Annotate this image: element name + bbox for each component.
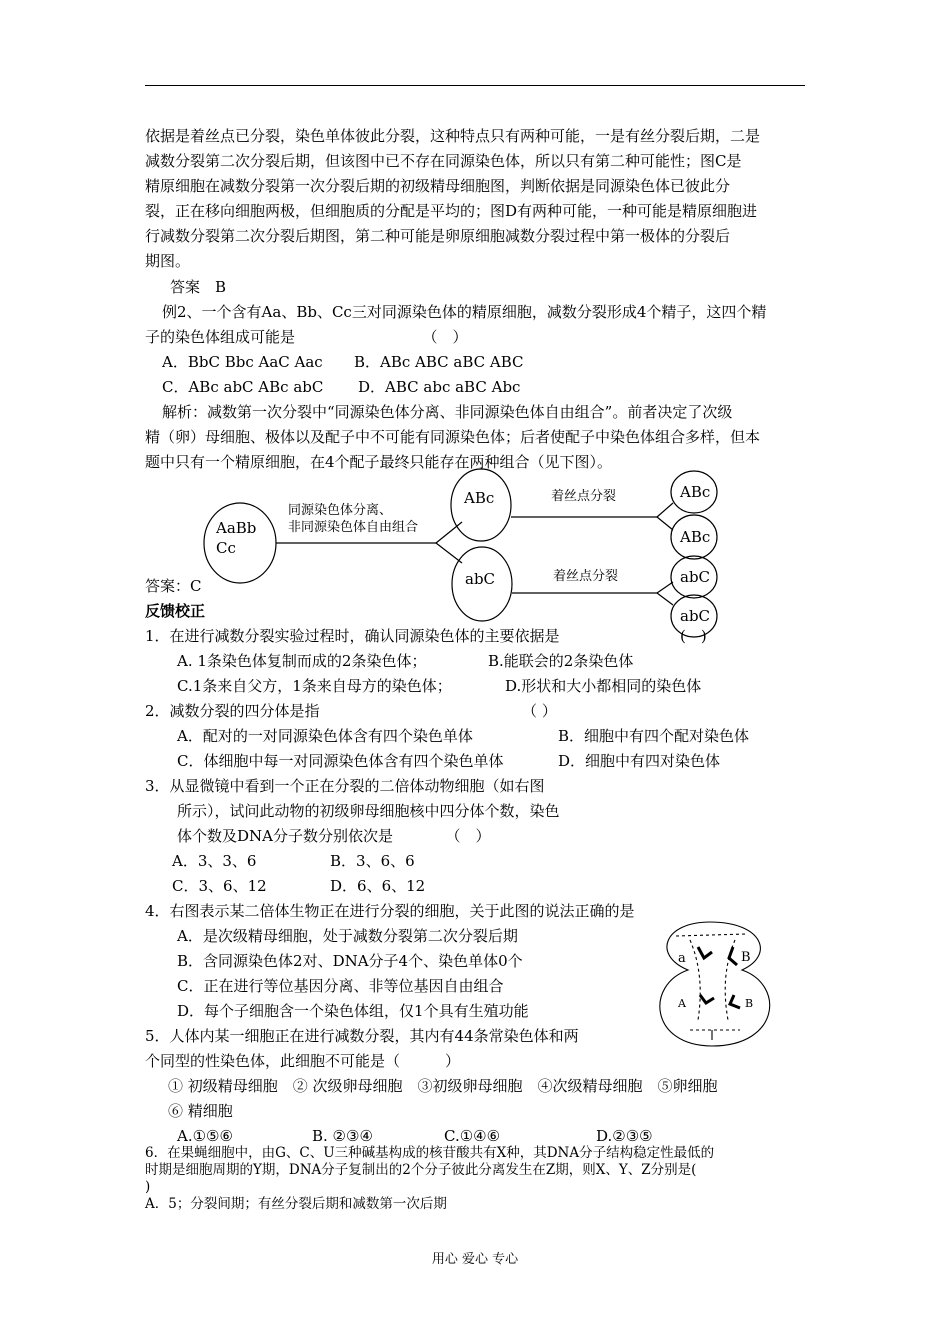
q1-paren: ( ) <box>680 627 707 645</box>
q4-option-d: D．每个子细胞含一个染色体组，仅1个具有生殖功能 <box>177 1002 529 1020</box>
q3-stem: 3．从显微镜中看到一个正在分裂的二倍体动物细胞（如右图 <box>145 777 545 795</box>
q5-choices: ⑥ 精细胞 <box>168 1102 233 1120</box>
figure-label-a: a <box>678 951 686 966</box>
q5-option-b: B. ②③④ <box>312 1127 373 1145</box>
connector-line <box>436 543 462 563</box>
answer-2: 答案：C <box>145 577 202 595</box>
q6-stem: 6．在果蝇细胞中，由G、C、U三种碱基构成的核苷酸共有X种，其DNA分子结构稳定性最低的 <box>145 1145 715 1161</box>
q3-option-c: C．3、6、12 <box>172 877 267 895</box>
answer-1: 答案 B <box>170 278 227 296</box>
q3-stem: 体个数及DNA分子数分别依次是 （ ） <box>177 827 491 845</box>
chromosome <box>700 995 714 1003</box>
q2-option-c: C．体细胞中每一对同源染色体含有四个染色单体 <box>177 752 504 770</box>
split-label: 着丝点分裂 <box>551 489 617 504</box>
analysis-line: 解析：减数第一次分裂中“同源染色体分离、非同源染色体自由组合”。前者决定了次级 <box>162 403 733 421</box>
para1-line: 裂，正在移向细胞两极，但细胞质的分配是平均的；图D有两种可能，一种可能是精原细胞进 <box>145 202 758 220</box>
gamete-label: abC <box>680 607 711 625</box>
parent-label: Cc <box>216 539 236 557</box>
q5-stem: 5．人体内某一细胞正在进行减数分裂，其内有44条常染色体和两 <box>145 1027 579 1045</box>
example2-option-d: D．ABC abc aBC Abc <box>358 378 521 396</box>
cell-outline <box>660 922 770 1046</box>
q6-stem: ) <box>145 1179 151 1195</box>
q2-option-a: A．配对的一对同源染色体含有四个染色单体 <box>177 727 473 745</box>
spindle-fiber <box>676 934 746 936</box>
q2-stem: 2．减数分裂的四分体是指 （ ） <box>145 702 557 720</box>
split-label: 着丝点分裂 <box>553 569 619 584</box>
figure-label-A: A <box>678 997 686 1010</box>
para1-line: 减数分裂第二次分裂后期，但该图中已不存在同源染色体，所以只有第二种可能性；图C是 <box>145 152 742 170</box>
example2-option-a: A．BbC Bbc AaC Aac <box>162 353 323 371</box>
figure-label-B: B <box>745 997 754 1010</box>
page-footer: 用心 爱心 专心 <box>431 1252 519 1267</box>
q3-option-a: A．3、3、6 <box>172 852 257 870</box>
example2-option-c: C．ABc abC ABc abC <box>162 378 324 396</box>
parent-cell-circle <box>204 503 276 583</box>
q1-option-b: B.能联会的2条染色体 <box>488 652 634 670</box>
q1-option-d: D.形状和大小都相同的染色体 <box>505 677 702 695</box>
connector-line <box>657 593 673 605</box>
q3-stem: 所示），试问此动物的初级卵母细胞核中四分体个数，染色 <box>177 802 560 820</box>
q3-option-b: B．3、6、6 <box>330 852 415 870</box>
para1-line: 依据是着丝点已分裂，染色单体彼此分裂，这种特点只有两种可能，一是有丝分裂后期，二是 <box>145 127 761 145</box>
secondary-bottom-label: abC <box>465 570 496 588</box>
connector-line <box>657 517 673 530</box>
connector-line <box>657 503 673 517</box>
division-label: 非同源染色体自由组合 <box>288 520 419 535</box>
division-label: 同源染色体分离、 <box>288 503 393 518</box>
chromosome <box>729 947 737 965</box>
q3-option-d: D．6、6、12 <box>330 877 426 895</box>
section-title: 反馈校正 <box>145 602 206 620</box>
connector-line <box>657 582 673 593</box>
q2-option-b: B．细胞中有四个配对染色体 <box>558 727 750 745</box>
q5-stem: 个同型的性染色体，此细胞不可能是（ ） <box>145 1052 461 1070</box>
gamete-label: ABc <box>680 483 711 501</box>
para1-line: 期图。 <box>145 252 191 270</box>
para1-line: 精原细胞在减数分裂第一次分裂后期的初级精母细胞图，判断依据是同源染色体已彼此分 <box>145 177 731 195</box>
chromosome <box>730 995 740 1008</box>
figure-label-B: B <box>741 950 751 965</box>
q4-option-c: C．正在进行等位基因分离、非等位基因自由组合 <box>177 977 504 995</box>
example2-stem: 子的染色体组成可能是 （ ） <box>145 328 468 346</box>
spindle-fiber <box>690 940 700 1020</box>
secondary-top-label: ABc <box>464 489 495 507</box>
q5-option-d: D.②③⑤ <box>596 1127 653 1145</box>
parent-label: AaBb <box>216 519 257 537</box>
para1-line: 行减数分裂第二次分裂后期图，第二种可能是卵原细胞减数分裂过程中第一极体的分裂后 <box>145 227 731 245</box>
analysis-line: 精（卵）母细胞、极体以及配子中不可能有同源染色体；后者使配子中染色体组合多样，但本 <box>145 428 761 446</box>
q1-option-a: A. 1条染色体复制而成的2条染色体； <box>177 652 427 670</box>
q6-stem: 时期是细胞周期的Y期，DNA分子复制出的2个分子彼此分离发生在Z期，则X、Y、Z分别是( <box>145 1162 697 1178</box>
q2-option-d: D．细胞中有四对染色体 <box>558 752 721 770</box>
gamete-label: ABc <box>680 528 711 546</box>
chromosome <box>698 947 712 958</box>
q1-option-c: C.1条来自父方，1条来自母方的染色体； <box>177 677 452 695</box>
dividing-cell-figure <box>660 922 770 1046</box>
analysis-line: 题中只有一个精原细胞，在4个配子最终只能存在两种组合（见下图）。 <box>145 453 613 471</box>
q4-option-a: A．是次级精母细胞，处于减数分裂第二次分裂后期 <box>177 927 518 945</box>
q5-option-a: A.①⑤⑥ <box>177 1127 233 1145</box>
connector-line <box>436 522 462 543</box>
q1-stem: 1．在进行减数分裂实验过程时，确认同源染色体的主要依据是 <box>145 627 560 645</box>
q5-choices: ① 初级精母细胞 ② 次级卵母细胞 ③初级卵母细胞 ④次级精母细胞 ⑤卵细胞 <box>168 1077 718 1095</box>
q4-option-b: B．含同源染色体2对、DNA分子4个、染色单体0个 <box>177 952 523 970</box>
q5-option-c: C.①④⑥ <box>444 1127 501 1145</box>
example2-stem: 例2、一个含有Aa、Bb、Cc三对同源染色体的精原细胞，减数分裂形成4个精子，这四个精 <box>162 303 767 321</box>
gamete-label: abC <box>680 568 711 586</box>
example2-option-b: B．ABc ABC aBC ABC <box>354 353 524 371</box>
q6-option-a: A．5；分裂间期；有丝分裂后期和减数第一次后期 <box>145 1196 447 1212</box>
q4-stem: 4．右图表示某二倍体生物正在进行分裂的细胞，关于此图的说法正确的是 <box>145 902 635 920</box>
